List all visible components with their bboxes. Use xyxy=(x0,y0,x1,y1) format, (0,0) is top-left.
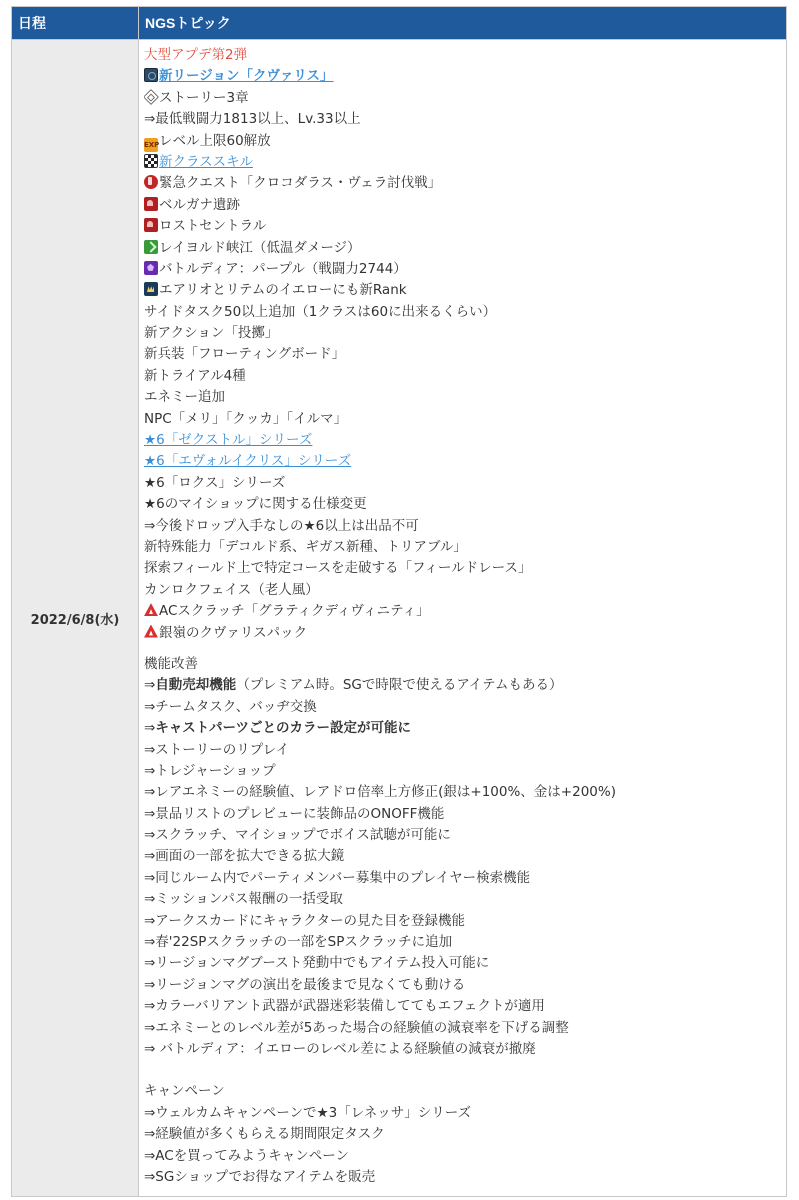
topic-line xyxy=(144,494,781,515)
rank-icon xyxy=(144,282,158,296)
topics-cell xyxy=(139,40,787,1197)
ruins-icon xyxy=(144,218,158,232)
topic-text: ⇒最低戦闘力1813以上、Lv.33以上 xyxy=(144,111,361,128)
topic-text: レベル上限60解放 xyxy=(159,132,271,149)
topic-line xyxy=(144,558,781,579)
topic-line xyxy=(144,195,781,216)
topic-text: キャンペーン xyxy=(144,1083,225,1100)
ac-scratch-icon xyxy=(144,625,158,639)
topic-line xyxy=(144,216,781,237)
topic-line xyxy=(144,173,781,194)
topic-text: ⇒景品リストのプレビューに装飾品のONOFF機能 xyxy=(144,805,445,822)
topic-line xyxy=(144,868,781,889)
topic-line xyxy=(144,846,781,867)
topic-line xyxy=(144,109,781,130)
topic-text: 銀嶺のクヴァリスパック xyxy=(159,624,308,641)
topic-text: 新兵装「フローティングボード」 xyxy=(144,346,346,363)
topic-text: ⇒春'22SPスクラッチの一部をSPスクラッチに追加 xyxy=(144,934,453,951)
topic-line xyxy=(144,601,781,622)
topic-text: ⇒チームタスク、バッヂ交換 xyxy=(144,698,317,715)
topic-text: ⇒ xyxy=(144,677,156,694)
topic-line xyxy=(144,430,781,451)
topic-line xyxy=(144,344,781,365)
table-header-row xyxy=(12,7,787,40)
topic-line xyxy=(144,280,781,301)
topic-line xyxy=(144,1167,781,1188)
topic-line xyxy=(144,387,781,408)
topic-text: ⇒今後ドロップ入手なしの★6以上は出品不可 xyxy=(144,517,419,534)
date-column-header: 日程 xyxy=(12,7,139,40)
topic-line xyxy=(144,654,781,675)
urgent-quest-icon xyxy=(144,175,158,189)
topic-text: ⇒ バトルディア：イエローのレベル差による経験値の減衰が撤廃 xyxy=(144,1040,536,1057)
topic-column-header: NGSトピック xyxy=(139,7,787,40)
topic-line xyxy=(144,537,781,558)
topic-text: ⇒トレジャーショップ xyxy=(144,762,276,779)
topic-line xyxy=(144,804,781,825)
topic-line xyxy=(144,911,781,932)
topic-text: ⇒ストーリーのリプレイ xyxy=(144,741,290,758)
topic-line xyxy=(144,623,781,644)
story-icon xyxy=(144,89,159,105)
ruins-icon xyxy=(144,197,158,211)
topic-text: ⇒リージョンマグの演出を最後まで見なくても動ける xyxy=(144,976,466,993)
topic-text: ★6「ロクス」シリーズ xyxy=(144,474,286,491)
topic-line xyxy=(144,66,781,87)
topic-line xyxy=(144,45,781,66)
topic-text: ⇒スクラッチ、マイショップでボイス試聴が可能に xyxy=(144,827,451,844)
topic-line xyxy=(144,259,781,280)
topic-text: ⇒SGショップでお得なアイテムを販売 xyxy=(144,1168,376,1185)
topic-text: ⇒リージョンマグブースト発動中でもアイテム投入可能に xyxy=(144,955,490,972)
topic-text: カンロクフェイス（老人風） xyxy=(144,581,319,598)
topic-text: ⇒経験値が多くもらえる期間限定タスク xyxy=(144,1126,385,1143)
topic-line xyxy=(144,1146,781,1167)
date-cell: 2022/6/8(水) xyxy=(12,40,139,1197)
topic-text: ★6のマイショップに関する仕様変更 xyxy=(144,496,367,513)
topic-line xyxy=(144,238,781,259)
topic-line xyxy=(144,516,781,537)
topic-text: レイヨルド峡江（低温ダメージ） xyxy=(159,239,361,256)
topic-text: ロストセントラル xyxy=(159,218,267,235)
topic-text: 新特殊能力「デコルド系、ギガス新種、トリアブル」 xyxy=(144,538,467,555)
topic-line xyxy=(144,302,781,323)
topic-line xyxy=(144,366,781,387)
topic-line xyxy=(144,409,781,430)
table-row xyxy=(12,40,787,1197)
topic-text: ⇒アークスカードにキャラクターの見た目を登録機能 xyxy=(144,912,466,929)
topic-line xyxy=(144,740,781,761)
topic-line xyxy=(144,1018,781,1039)
topic-text: 探索フィールド上で特定コースを走破する「フィールドレース」 xyxy=(144,560,532,577)
cold-area-icon xyxy=(144,240,158,254)
topic-text: ACスクラッチ「グラティクディヴィニティ」 xyxy=(159,603,430,620)
topic-line xyxy=(144,761,781,782)
update-heading: 大型アプデ第2弾 xyxy=(144,47,248,63)
topic-text: NPC「メリ」「クッカ」「イルマ」 xyxy=(144,410,348,427)
topic-link[interactable]: 新リージョン「クヴァリス」 xyxy=(159,68,334,85)
exp-icon: EXP xyxy=(144,138,158,152)
topic-text: エアリオとリテムのイエローにも新Rank xyxy=(159,282,407,299)
topic-bold-text: キャストパーツごとのカラー設定が可能に xyxy=(155,720,412,737)
topic-text: （プレミアム時。SGで時限で使えるアイテムもある） xyxy=(236,677,563,694)
topic-link[interactable]: ★6「ゼクストル」シリーズ xyxy=(144,432,313,449)
topic-line xyxy=(144,1081,781,1102)
topic-line xyxy=(144,975,781,996)
topic-text: 新トライアル4種 xyxy=(144,367,246,384)
topic-line xyxy=(144,1103,781,1124)
topic-line xyxy=(144,580,781,601)
topic-link[interactable]: ★6「エヴォルイクリス」シリーズ xyxy=(144,453,352,470)
topic-text: ⇒同じルーム内でパーティメンバー募集中のプレイヤー検索機能 xyxy=(144,869,531,886)
topic-line xyxy=(144,1124,781,1145)
region-map-icon xyxy=(144,68,158,82)
topic-text: ⇒ウェルカムキャンペーンで★3「レネッサ」シリーズ xyxy=(144,1104,472,1121)
topic-text: ⇒画面の一部を拡大できる拡大鏡 xyxy=(144,848,345,865)
spacer xyxy=(144,1060,781,1081)
topic-text: バトルディア：パープル（戦闘力2744） xyxy=(159,260,407,277)
topic-line xyxy=(144,953,781,974)
topic-line xyxy=(144,675,781,696)
topic-link[interactable]: 新クラススキル xyxy=(159,153,253,170)
topic-text: 新アクション「投擲」 xyxy=(144,325,279,342)
topic-text: サイドタスク50以上追加（1クラスは60に出来るくらい） xyxy=(144,303,497,320)
topic-line xyxy=(144,697,781,718)
topic-line xyxy=(144,889,781,910)
topic-text: ⇒エネミーとのレベル差が5あった場合の経験値の減衰率を下げる調整 xyxy=(144,1019,569,1036)
topic-line xyxy=(144,782,781,803)
class-skill-icon xyxy=(144,154,158,168)
topic-line xyxy=(144,88,781,109)
topic-text: ⇒カラーバリアント武器が武器迷彩装備しててもエフェクトが適用 xyxy=(144,998,545,1015)
topic-line xyxy=(144,996,781,1017)
spacer xyxy=(144,644,781,654)
topic-text: ⇒ミッションパス報酬の一括受取 xyxy=(144,891,343,908)
topic-text: 機能改善 xyxy=(144,655,198,672)
topic-line xyxy=(144,451,781,472)
schedule-table xyxy=(11,6,787,1197)
topic-text: ⇒ACを買ってみようキャンペーン xyxy=(144,1147,349,1164)
topic-text: ⇒ xyxy=(144,720,156,737)
topic-text: ⇒レアエネミーの経験値、レアドロ倍率上方修正(銀は+100%、金は+200%) xyxy=(144,784,616,801)
topic-line xyxy=(144,932,781,953)
topic-line xyxy=(144,131,781,152)
topic-line xyxy=(144,825,781,846)
topic-text: 緊急クエスト「クロコダラス・ヴェラ討伐戦」 xyxy=(159,175,442,192)
topic-text: エネミー追加 xyxy=(144,389,225,406)
topic-line xyxy=(144,718,781,739)
ac-scratch-icon xyxy=(144,603,158,617)
topic-line xyxy=(144,323,781,344)
topic-line xyxy=(144,1039,781,1060)
topic-bold-text: 自動売却機能 xyxy=(155,677,237,694)
topic-line xyxy=(144,152,781,173)
topic-text: ベルガナ遺跡 xyxy=(159,196,240,213)
topic-text: ストーリー3章 xyxy=(159,89,249,106)
topic-line xyxy=(144,473,781,494)
battledia-purple-icon xyxy=(144,261,158,275)
